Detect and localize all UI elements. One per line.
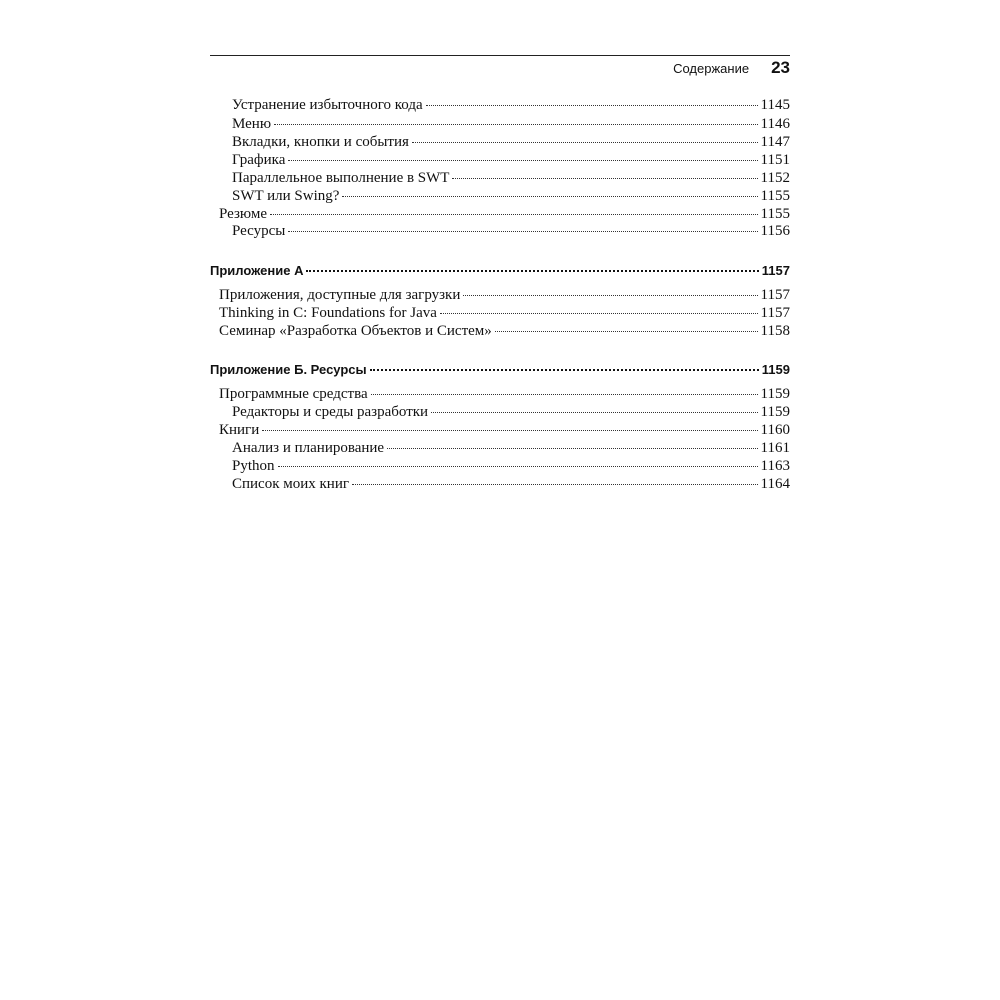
toc-entry-title: Графика <box>232 152 286 168</box>
toc-entry-title: Thinking in C: Foundations for Java <box>219 305 437 321</box>
toc-entry-page: 1155 <box>760 188 790 204</box>
dot-leader <box>352 472 758 485</box>
toc-entry-page: 1164 <box>760 476 790 492</box>
dot-leader <box>371 382 758 395</box>
toc-entry-title: Приложения, доступные для загрузки <box>219 287 461 303</box>
toc-entry <box>232 222 790 240</box>
toc-entry-page: 1145 <box>760 97 790 113</box>
toc-entry-title: Параллельное выполнение в SWT <box>232 170 450 186</box>
toc-chapter-entry <box>210 360 790 379</box>
dot-leader <box>342 184 757 197</box>
dot-leader <box>440 301 758 314</box>
dot-leader <box>431 400 757 413</box>
toc-entry-title: Книги <box>219 422 260 438</box>
dot-leader <box>262 418 757 431</box>
toc-entry-page: 1161 <box>760 440 790 456</box>
dot-leader <box>288 148 757 161</box>
toc-entry <box>232 475 790 493</box>
toc-entry-page: 1159 <box>760 404 790 420</box>
toc-entry-page: 1157 <box>760 305 790 321</box>
toc-entry-page: 1156 <box>760 223 790 239</box>
toc-entry-page: 1163 <box>760 458 790 474</box>
toc-entry-title: Анализ и планирование <box>232 440 385 456</box>
dot-leader <box>387 436 757 449</box>
dot-leader <box>426 93 758 106</box>
dot-leader <box>412 130 758 143</box>
toc-entry-title: SWT или Swing? <box>232 188 340 204</box>
toc-entry-page: 1157 <box>761 263 790 278</box>
dot-leader <box>495 319 758 332</box>
toc-entry-title: Резюме <box>219 206 268 222</box>
toc-entry-page: 1147 <box>760 134 790 150</box>
running-head <box>210 58 790 78</box>
dot-leader <box>288 219 757 232</box>
toc-entry-page: 1155 <box>760 206 790 222</box>
toc-entry-page: 1158 <box>760 323 790 339</box>
running-head-section-title: Содержание <box>673 61 750 76</box>
toc-entry <box>219 322 790 340</box>
toc-entry-title: Приложение Б. Ресурсы <box>210 362 367 377</box>
toc-entry-title: Ресурсы <box>232 223 286 239</box>
dot-leader <box>270 202 757 215</box>
toc-entry-title: Программные средства <box>219 386 368 402</box>
dot-leader <box>306 258 758 272</box>
toc-entry-title: Приложение А <box>210 263 304 278</box>
toc-entry-title: Устранение избыточного кода <box>232 97 423 113</box>
toc-entry-title: Список моих книг <box>232 476 350 492</box>
header-rule <box>210 55 790 56</box>
page-number: 23 <box>771 58 790 77</box>
toc-entry-page: 1152 <box>760 170 790 186</box>
dot-leader <box>274 112 758 125</box>
toc-entry-title: Меню <box>232 116 272 132</box>
dot-leader <box>452 166 757 179</box>
dot-leader <box>278 454 758 467</box>
toc-entry-page: 1159 <box>761 362 790 377</box>
toc-entry-title: Вкладки, кнопки и события <box>232 134 409 150</box>
toc-entry-page: 1157 <box>760 287 790 303</box>
toc-entry-page: 1160 <box>760 422 790 438</box>
toc-entry-title: Python <box>232 458 275 474</box>
toc-entry-page: 1146 <box>760 116 790 132</box>
toc-entry-title: Семинар «Разработка Объектов и Систем» <box>219 323 492 339</box>
dot-leader <box>370 357 759 371</box>
toc-chapter-entry <box>210 261 790 280</box>
toc-entry-title: Редакторы и среды разработки <box>232 404 429 420</box>
toc-entry-page: 1159 <box>760 386 790 402</box>
dot-leader <box>463 283 757 296</box>
toc-entry-page: 1151 <box>760 152 790 168</box>
